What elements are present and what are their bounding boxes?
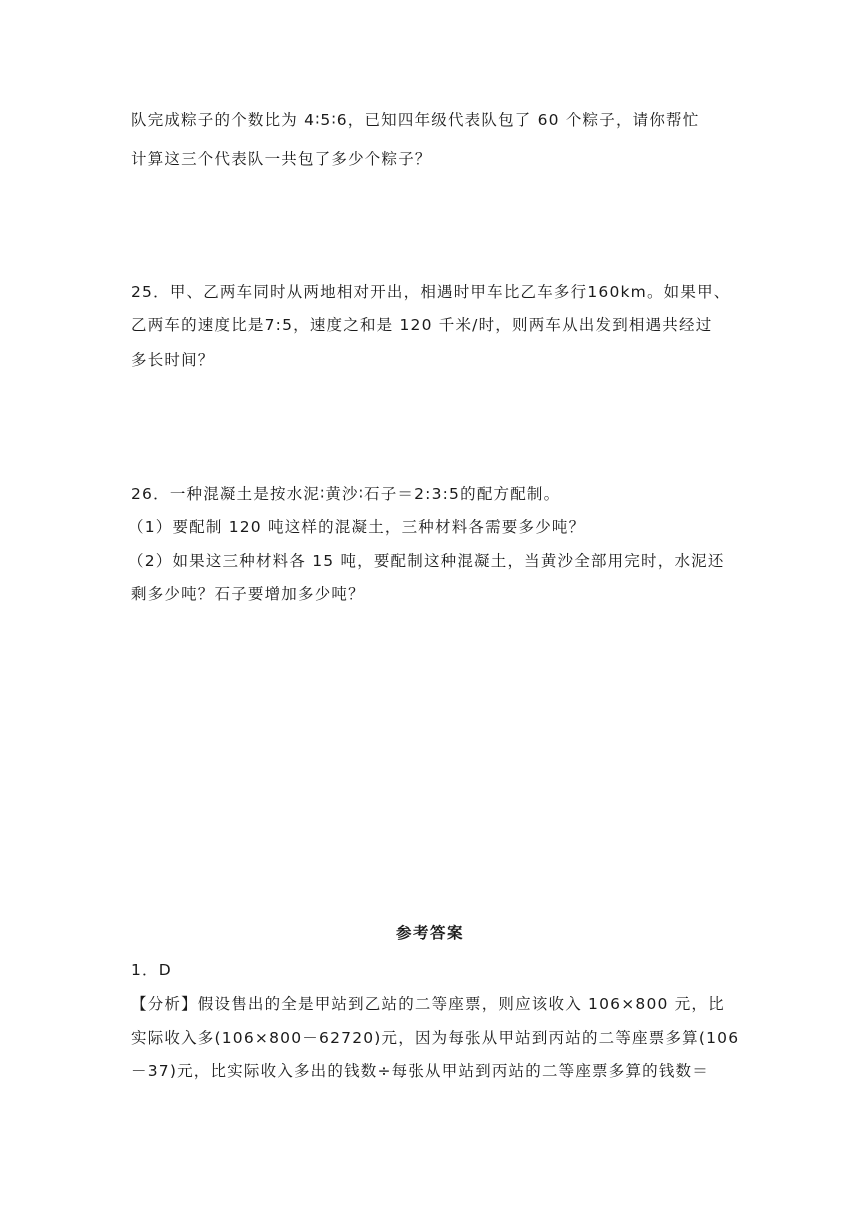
- q26-text-line-1: 26．一种混凝土是按水泥∶黄沙∶石子＝2:3:5的配方配制。: [131, 485, 561, 503]
- q24-text-line-2: 计算这三个代表队一共包了多少个粽子？: [131, 150, 432, 168]
- answer-1-analysis-line-3: －37)元，比实际收入多出的钱数÷每张从甲站到丙站的二等座票多算的钱数＝: [131, 1062, 709, 1080]
- answers-heading: 参考答案: [395, 924, 464, 942]
- q26-part-2-line-2: 剩多少吨？石子要增加多少吨？: [131, 585, 365, 603]
- q26-part-1: （1）要配制 120 吨这样的混凝土，三种材料各需要多少吨？: [128, 518, 586, 536]
- answer-1-analysis-line-2: 实际收入多(106×800－62720)元，因为每张从甲站到丙站的二等座票多算(106: [131, 1029, 740, 1047]
- answer-1-analysis-line-1: 【分析】假设售出的全是甲站到乙站的二等座票，则应该收入 106×800 元，比: [131, 995, 725, 1013]
- q25-text-line-2: 乙两车的速度比是7:5，速度之和是 120 千米/时，则两车从出发到相遇共经过: [131, 316, 713, 334]
- q25-text-line-3: 多长时间？: [131, 351, 215, 369]
- q26-part-2-line-1: （2）如果这三种材料各 15 吨，要配制这种混凝土，当黄沙全部用完时，水泥还: [128, 552, 725, 570]
- q24-text-line-1: 队完成粽子的个数比为 4∶5∶6，已知四年级代表队包了 60 个粽子，请你帮忙: [131, 111, 700, 129]
- answer-1-label: 1．D: [131, 961, 172, 979]
- q25-text-line-1: 25．甲、乙两车同时从两地相对开出，相遇时甲车比乙车多行160km。如果甲、: [131, 283, 731, 301]
